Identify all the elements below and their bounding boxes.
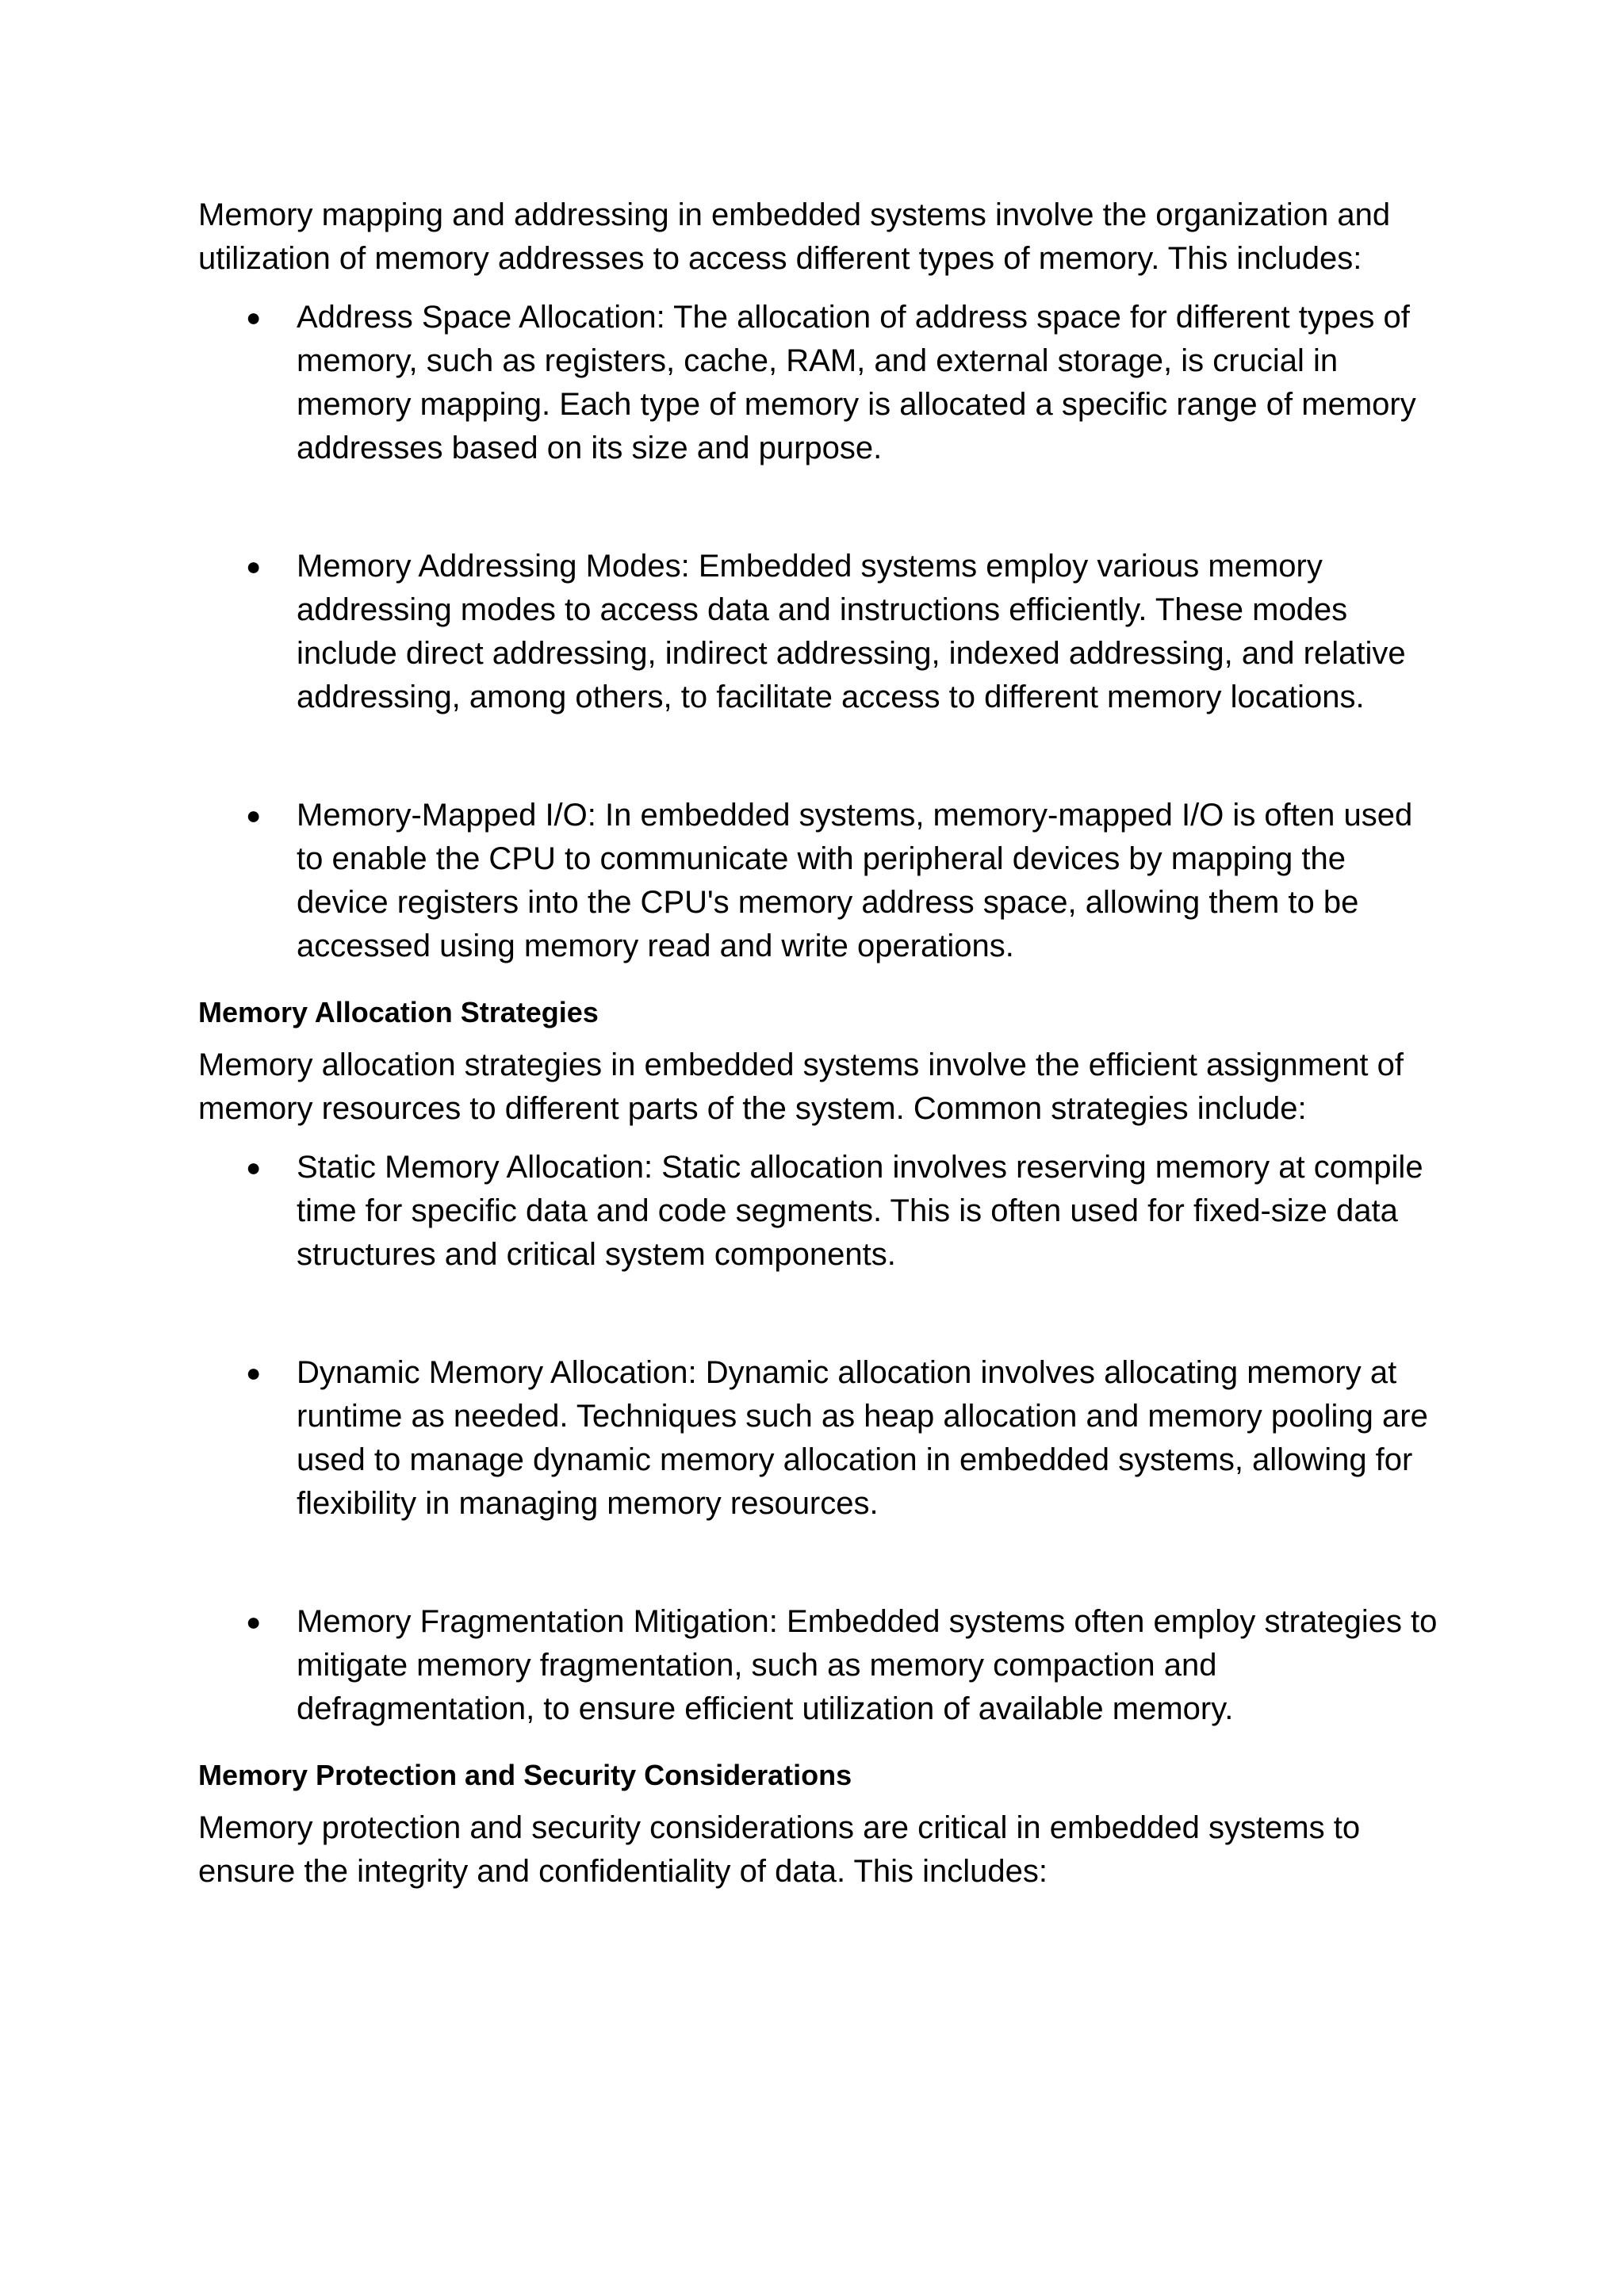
list-item: [198, 1146, 1443, 1277]
bullet-icon: ●: [246, 1153, 262, 1181]
bullet-icon: ●: [246, 552, 262, 580]
allocation-bullet-list: [198, 1146, 1443, 1731]
bullet-icon: ●: [246, 1358, 262, 1387]
list-item-text: Memory Fragmentation Mitigation: Embedded systems often employ strategies to mitigate memory fragmentation, such as memory compaction and defragmentation, to ensure efficient utilization of available memory.: [297, 1604, 1438, 1726]
addressing-bullet-list: [198, 296, 1443, 968]
intro-paragraph: Memory mapping and addressing in embedded systems involve the organization and utilization of memory addresses to access different types of memory. This includes:: [198, 197, 1391, 276]
section-heading-allocation: Memory Allocation Strategies: [198, 996, 599, 1028]
allocation-paragraph: Memory allocation strategies in embedded systems involve the efficient assignment of memory resources to different parts of the system. Common strategies include:: [198, 1047, 1404, 1126]
bullet-icon: ●: [246, 801, 262, 829]
protection-paragraph: Memory protection and security considerations are critical in embedded systems to ensure the integrity and confidentiality of data. This includes:: [198, 1810, 1361, 1889]
document-content: [198, 193, 1443, 1894]
list-item-text: Static Memory Allocation: Static allocation involves reserving memory at compile time for specific data and code segments. This is often used for fixed-size data structures and critical system components.: [297, 1150, 1423, 1272]
list-item: [198, 545, 1443, 719]
bullet-icon: ●: [246, 1607, 262, 1636]
list-item: [198, 296, 1443, 470]
bullet-icon: ●: [246, 303, 262, 331]
section-heading-protection: Memory Protection and Security Considerations: [198, 1759, 852, 1791]
list-item: [198, 1351, 1443, 1526]
list-item: [198, 1600, 1443, 1731]
list-item-text: Address Space Allocation: The allocation of address space for different types of memory, such as registers, cache, RAM, and external storage, is crucial in memory mapping. Each type of memory is allocated a specific range of memory addresses based on its size and purpose.: [297, 300, 1416, 465]
list-item-text: Dynamic Memory Allocation: Dynamic allocation involves allocating memory at runtime as needed. Techniques such as heap allocation and memory pooling are used to manage dynamic memory allocation in embedded systems, allowing for flexibility in managing memory resources.: [297, 1355, 1428, 1521]
list-item-text: Memory-Mapped I/O: In embedded systems, memory-mapped I/O is often used to enable the CPU to communicate with peripheral devices by mapping the device registers into the CPU's memory address space, allowing them to be accessed using memory read and write operations.: [297, 798, 1413, 963]
list-item-text: Memory Addressing Modes: Embedded systems employ various memory addressing modes to access data and instructions efficiently. These modes include direct addressing, indirect addressing, indexed addressing, and relative addressing, among others, to facilitate access to different memory locations.: [297, 549, 1406, 714]
list-item: [198, 794, 1443, 968]
